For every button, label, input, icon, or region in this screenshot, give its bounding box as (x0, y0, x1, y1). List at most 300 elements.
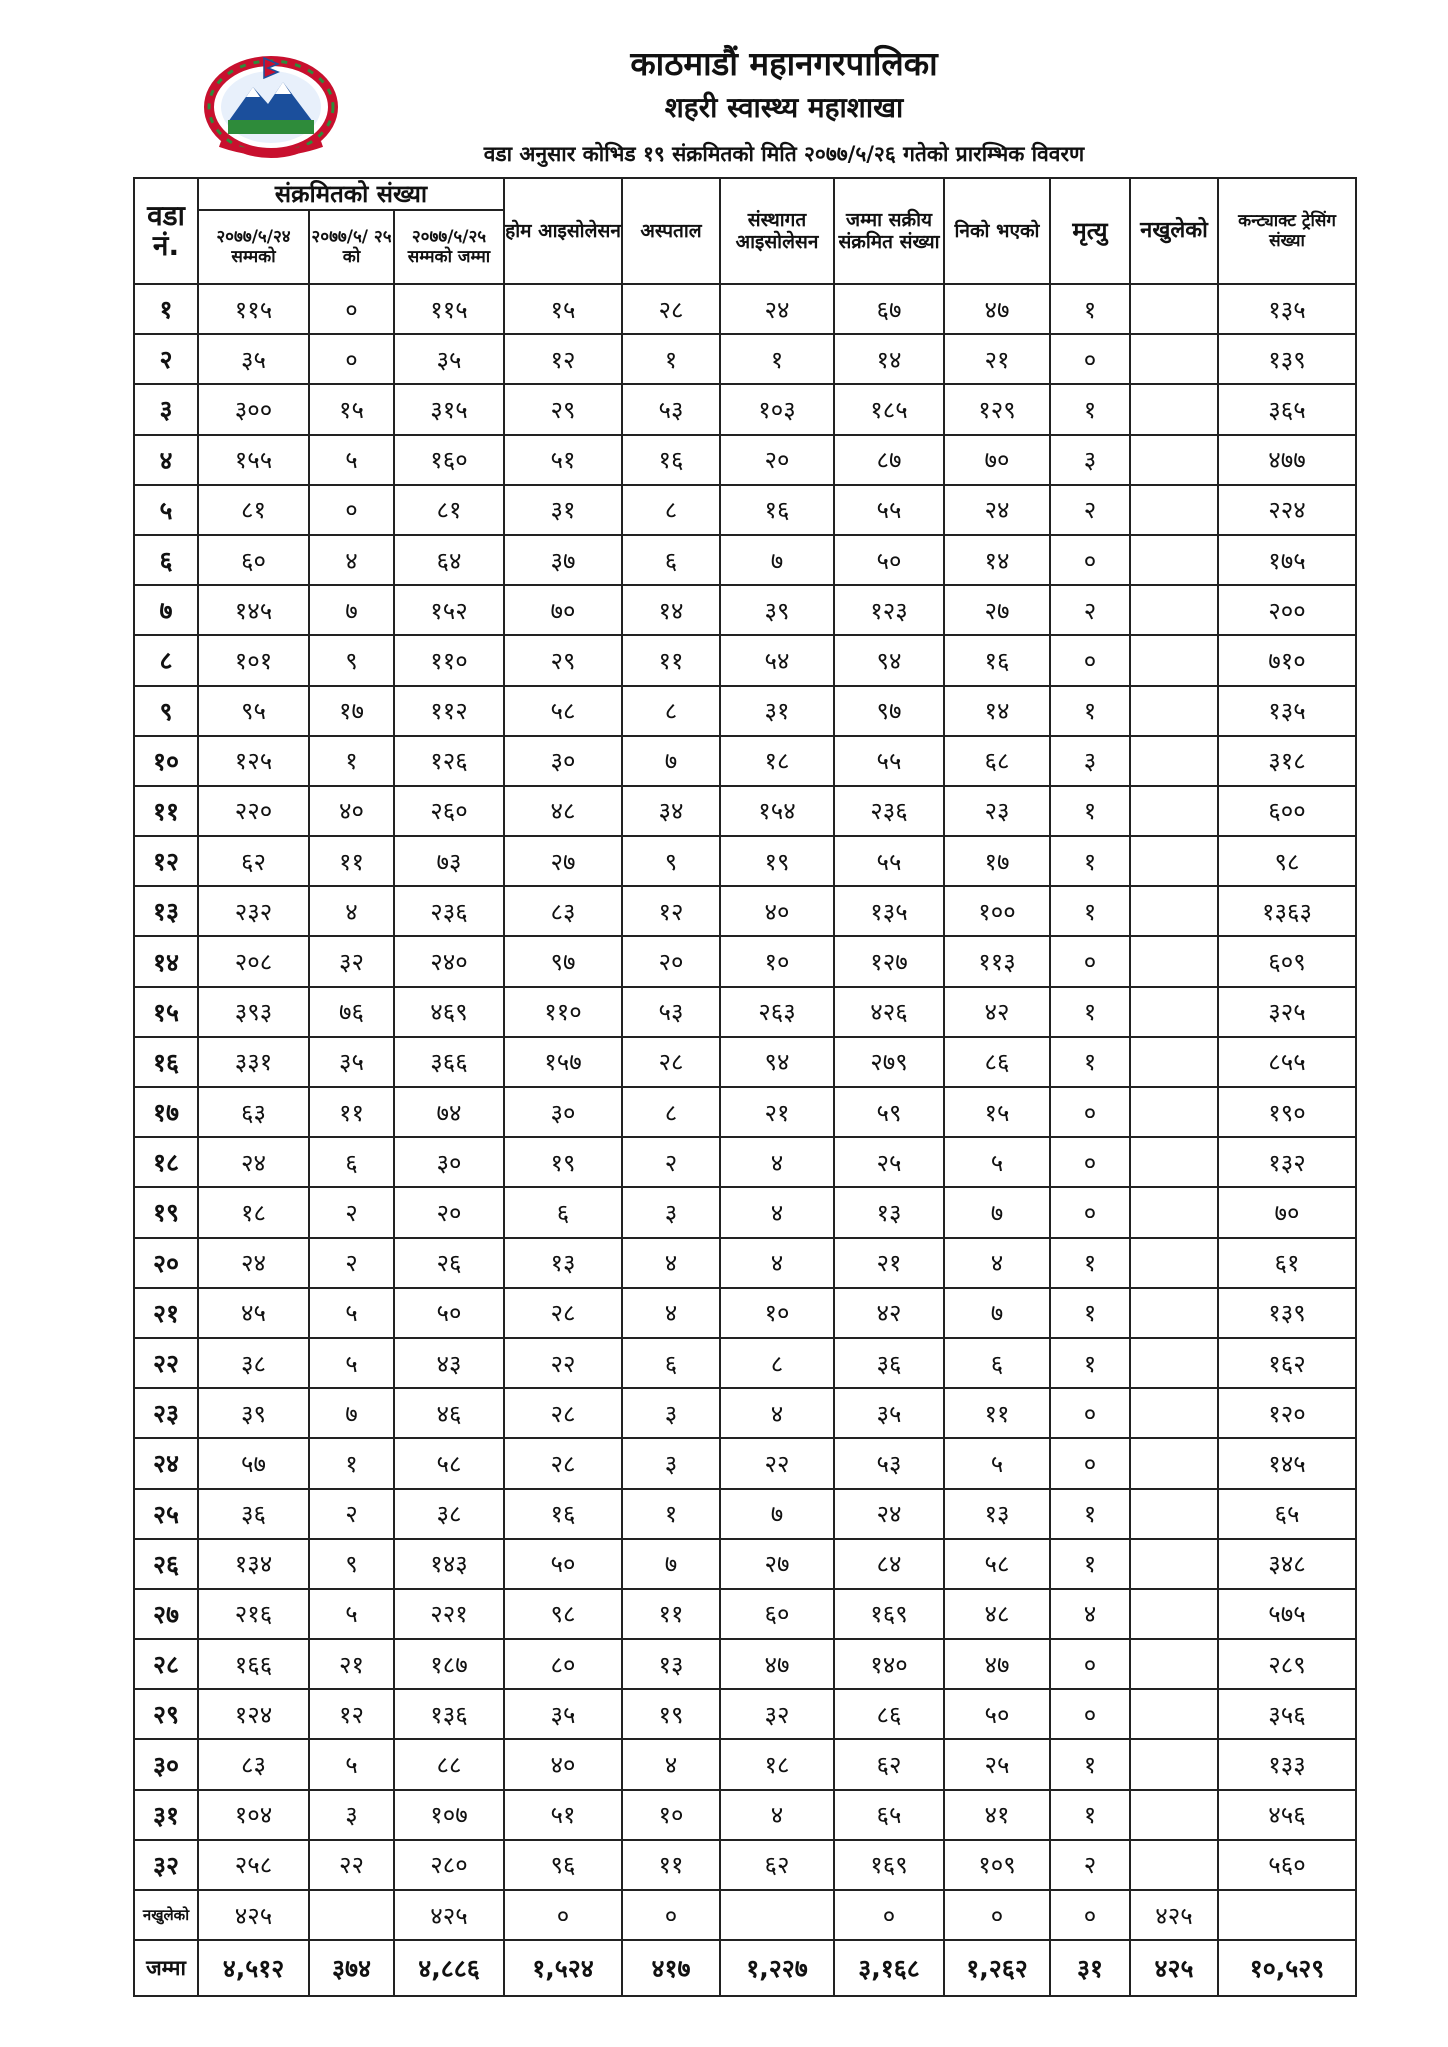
cell-until-24: १०४ (198, 1790, 309, 1840)
cell-on-25: १ (309, 1438, 394, 1488)
cell-contact-tracing: ६१ (1218, 1238, 1356, 1288)
cell-until-24: ८३ (198, 1739, 309, 1789)
cell-active-total: ३६ (834, 1338, 944, 1388)
cell-institutional-isolation: ४ (720, 1238, 834, 1288)
cell-unknown (1130, 736, 1218, 786)
cell-death: ० (1050, 1137, 1130, 1187)
cell-active-total: १३ (834, 1187, 944, 1237)
cell-total-until-25: ११२ (394, 686, 504, 736)
table-row (134, 886, 1356, 936)
total-ward: जम्मा (134, 1940, 198, 1996)
cell-home-isolation: ५१ (504, 435, 622, 485)
cell-death: ० (1050, 334, 1130, 384)
cell-death: १ (1050, 886, 1130, 936)
cell-unknown (1130, 1840, 1218, 1890)
cell-on-25: ५ (309, 1739, 394, 1789)
cell-hospital: ८ (622, 1087, 720, 1137)
cell-home-isolation: २८ (504, 1438, 622, 1488)
cell-recovered: १५ (944, 1087, 1050, 1137)
cell-active-total: ६७ (834, 284, 944, 334)
cell-death: ० (1050, 1087, 1130, 1137)
cell-total-until-25: १०७ (394, 1790, 504, 1840)
cell-active-total: ५९ (834, 1087, 944, 1137)
cell-hospital: २८ (622, 284, 720, 334)
table-row (134, 1037, 1356, 1087)
cell-recovered: १३ (944, 1489, 1050, 1539)
cell-ward: २० (134, 1238, 198, 1288)
cell-institutional-isolation: ६० (720, 1589, 834, 1639)
cell-institutional-isolation: ९४ (720, 1037, 834, 1087)
cell-recovered: ६८ (944, 736, 1050, 786)
cell-unknown (1130, 334, 1218, 384)
cell-contact-tracing: १४५ (1218, 1438, 1356, 1488)
cell-active-total: ५३ (834, 1438, 944, 1488)
table-row (134, 1087, 1356, 1137)
cell-death: ० (1050, 1187, 1130, 1237)
cell-home-isolation: ३७ (504, 535, 622, 585)
cell-until-24: ३३१ (198, 1037, 309, 1087)
cell-on-25: १५ (309, 384, 394, 434)
cell-total-until-25: २० (394, 1187, 504, 1237)
cell-recovered: ५ (944, 1438, 1050, 1488)
cell-hospital: ५३ (622, 384, 720, 434)
table-row (134, 1288, 1356, 1338)
table-row (134, 1840, 1356, 1890)
header-hospital: अस्पताल (622, 178, 720, 284)
cell-death: ४ (1050, 1589, 1130, 1639)
cell-until-24: ८१ (198, 485, 309, 535)
cell-institutional-isolation: ४ (720, 1388, 834, 1438)
cell-active-total: ६२ (834, 1739, 944, 1789)
total-contact-tracing: १०,५२९ (1218, 1940, 1356, 1996)
cell-home-isolation: ७० (504, 585, 622, 635)
cell-contact-tracing: ७१० (1218, 635, 1356, 685)
cell-home-isolation: १९ (504, 1137, 622, 1187)
cell-until-24: ३६ (198, 1489, 309, 1539)
cell-contact-tracing: ३५६ (1218, 1689, 1356, 1739)
cell-contact-tracing: ४७७ (1218, 435, 1356, 485)
cell-contact-tracing: १७५ (1218, 535, 1356, 585)
cell-recovered: २७ (944, 585, 1050, 635)
total-until-24: ४,५१२ (198, 1940, 309, 1996)
table-row (134, 1589, 1356, 1639)
cell-hospital: १२ (622, 886, 720, 936)
cell-ward: २६ (134, 1539, 198, 1589)
table-row (134, 1238, 1356, 1288)
cell-death: ० (1050, 535, 1130, 585)
cell-total-until-25: १२६ (394, 736, 504, 786)
cell-contact-tracing: १३६३ (1218, 886, 1356, 936)
cell-ward: १४ (134, 936, 198, 986)
cell-death: ० (1050, 1388, 1130, 1438)
cell-on-25: २ (309, 1489, 394, 1539)
cell-institutional-isolation: १६ (720, 485, 834, 535)
cell-home-isolation: ३५ (504, 1689, 622, 1739)
cell-home-isolation: १३ (504, 1238, 622, 1288)
cell-unknown (1130, 1087, 1218, 1137)
table-row (134, 635, 1356, 685)
cell-contact-tracing: २२४ (1218, 485, 1356, 535)
cell-until-24: ६२ (198, 836, 309, 886)
cell-recovered: ० (944, 1890, 1050, 1940)
cell-active-total: २७९ (834, 1037, 944, 1087)
cell-unknown (1130, 1388, 1218, 1438)
cell-hospital: १९ (622, 1689, 720, 1739)
cell-unknown (1130, 435, 1218, 485)
cell-recovered: ११ (944, 1388, 1050, 1438)
cell-contact-tracing: ८५५ (1218, 1037, 1356, 1087)
cell-death: ३ (1050, 435, 1130, 485)
cell-ward: २७ (134, 1589, 198, 1639)
cell-total-until-25: ३५ (394, 334, 504, 384)
cell-contact-tracing: १३५ (1218, 284, 1356, 334)
cell-total-until-25: ८१ (394, 485, 504, 535)
cell-ward: २२ (134, 1338, 198, 1388)
cell-institutional-isolation: ४ (720, 1187, 834, 1237)
cell-total-until-25: १४३ (394, 1539, 504, 1589)
cell-contact-tracing: ७० (1218, 1187, 1356, 1237)
cell-hospital: ७ (622, 736, 720, 786)
cell-institutional-isolation: २२ (720, 1438, 834, 1488)
table-row (134, 786, 1356, 836)
cell-contact-tracing: ९८ (1218, 836, 1356, 886)
office-name: काठमाडौं महानगरपालिका (630, 44, 938, 83)
cell-recovered: १०० (944, 886, 1050, 936)
cell-contact-tracing: १३५ (1218, 686, 1356, 736)
cell-unknown (1130, 1689, 1218, 1739)
header-unknown: नखुलेको (1130, 178, 1218, 284)
cell-total-until-25: ३० (394, 1137, 504, 1187)
cell-active-total: १२३ (834, 585, 944, 635)
cell-total-until-25: ४३ (394, 1338, 504, 1388)
cell-active-total: १८५ (834, 384, 944, 434)
header-ward: वडा नं. (134, 178, 198, 284)
cell-until-24: ९५ (198, 686, 309, 736)
cell-on-25: १७ (309, 686, 394, 736)
cell-institutional-isolation: २७ (720, 1539, 834, 1589)
cell-contact-tracing: १२० (1218, 1388, 1356, 1438)
cell-unknown (1130, 987, 1218, 1037)
cell-unknown (1130, 936, 1218, 986)
cell-ward: ५ (134, 485, 198, 535)
cell-institutional-isolation: ४७ (720, 1639, 834, 1689)
cell-ward: ३१ (134, 1790, 198, 1840)
cell-ward: १२ (134, 836, 198, 886)
cell-total-until-25: ३१५ (394, 384, 504, 434)
cell-institutional-isolation: ८ (720, 1338, 834, 1388)
cell-contact-tracing: ६५ (1218, 1489, 1356, 1539)
cell-active-total: २५ (834, 1137, 944, 1187)
header-recovered: निको भएको (944, 178, 1050, 284)
cell-ward: ३० (134, 1739, 198, 1789)
cell-unknown (1130, 384, 1218, 434)
cell-on-25: ९ (309, 635, 394, 685)
cell-death: १ (1050, 1489, 1130, 1539)
cell-total-until-25: ४६९ (394, 987, 504, 1037)
cell-contact-tracing: ४५६ (1218, 1790, 1356, 1840)
cell-unknown (1130, 485, 1218, 535)
cell-institutional-isolation: ३९ (720, 585, 834, 635)
cell-until-24: ३५ (198, 334, 309, 384)
cell-ward: ९ (134, 686, 198, 736)
cell-until-24: ४२५ (198, 1890, 309, 1940)
cell-unknown (1130, 284, 1218, 334)
cell-active-total: ८७ (834, 435, 944, 485)
table-row (134, 686, 1356, 736)
cell-institutional-isolation: २० (720, 435, 834, 485)
cell-on-25: २ (309, 1187, 394, 1237)
header-infected-group: संक्रमितको संख्या (198, 178, 504, 210)
cell-active-total: १२७ (834, 936, 944, 986)
table-row (134, 836, 1356, 886)
cell-until-24: १०१ (198, 635, 309, 685)
header-total-until-25: २०७७/५/२५ सम्मको जम्मा (394, 210, 504, 284)
table-row (134, 1137, 1356, 1187)
cell-recovered: ७ (944, 1187, 1050, 1237)
cell-institutional-isolation: १ (720, 334, 834, 384)
cell-until-24: ३९ (198, 1388, 309, 1438)
cell-ward: ७ (134, 585, 198, 635)
cell-unknown (1130, 1790, 1218, 1840)
cell-unknown (1130, 585, 1218, 635)
cell-until-24: २४ (198, 1238, 309, 1288)
cell-hospital: २८ (622, 1037, 720, 1087)
cell-total-until-25: २२१ (394, 1589, 504, 1639)
cell-recovered: ७ (944, 1288, 1050, 1338)
cell-recovered: २५ (944, 1739, 1050, 1789)
cell-total-until-25: २६ (394, 1238, 504, 1288)
table-row (134, 435, 1356, 485)
cell-contact-tracing: २८९ (1218, 1639, 1356, 1689)
cell-on-25: ९ (309, 1539, 394, 1589)
cell-active-total: १३५ (834, 886, 944, 936)
table-row (134, 334, 1356, 384)
cell-total-until-25: १३६ (394, 1689, 504, 1739)
cell-home-isolation: ५१ (504, 1790, 622, 1840)
cell-on-25: २१ (309, 1639, 394, 1689)
cell-unknown (1130, 635, 1218, 685)
cell-unknown (1130, 686, 1218, 736)
cell-death: १ (1050, 284, 1130, 334)
cell-hospital: ५३ (622, 987, 720, 1037)
cell-hospital: ३ (622, 1438, 720, 1488)
cell-institutional-isolation: ७ (720, 1489, 834, 1539)
cell-hospital: ४ (622, 1238, 720, 1288)
cell-recovered: ४२ (944, 987, 1050, 1037)
cell-unknown (1130, 535, 1218, 585)
cell-contact-tracing: १६२ (1218, 1338, 1356, 1388)
cell-ward: १ (134, 284, 198, 334)
cell-death: १ (1050, 786, 1130, 836)
table-row (134, 1890, 1356, 1940)
cell-hospital: १ (622, 334, 720, 384)
total-unknown: ४२५ (1130, 1940, 1218, 1996)
cell-recovered: २३ (944, 786, 1050, 836)
cell-hospital: ३ (622, 1187, 720, 1237)
header-contact-tracing: कन्ट्याक्ट ट्रेसिंग संख्या (1218, 178, 1356, 284)
cell-home-isolation: ५० (504, 1539, 622, 1589)
cell-recovered: ४८ (944, 1589, 1050, 1639)
cell-home-isolation: ६ (504, 1187, 622, 1237)
header-until-24: २०७७/५/२४ सम्मको (198, 210, 309, 284)
cell-recovered: ४७ (944, 284, 1050, 334)
cell-home-isolation: १६ (504, 1489, 622, 1539)
cell-on-25 (309, 1890, 394, 1940)
cell-until-24: १८ (198, 1187, 309, 1237)
cell-death: १ (1050, 1338, 1130, 1388)
cell-home-isolation: ८० (504, 1639, 622, 1689)
cell-until-24: २१६ (198, 1589, 309, 1639)
cell-hospital: ३ (622, 1388, 720, 1438)
cell-total-until-25: ६४ (394, 535, 504, 585)
table-row (134, 1689, 1356, 1739)
cell-institutional-isolation: २६३ (720, 987, 834, 1037)
cell-on-25: ० (309, 284, 394, 334)
cell-ward: २१ (134, 1288, 198, 1338)
cell-home-isolation: ३० (504, 736, 622, 786)
total-recovered: १,२६२ (944, 1940, 1050, 1996)
table-row (134, 1489, 1356, 1539)
table-row (134, 535, 1356, 585)
cell-active-total: ४२६ (834, 987, 944, 1037)
cell-active-total: ६५ (834, 1790, 944, 1840)
table-row (134, 1438, 1356, 1488)
cell-unknown (1130, 886, 1218, 936)
cell-home-isolation: १२ (504, 334, 622, 384)
report-title: वडा अनुसार कोभिड १९ संक्रमितको मिति २०७७/५/२६ गतेको प्रारम्भिक विवरण (483, 142, 1085, 166)
cell-until-24: १२४ (198, 1689, 309, 1739)
cell-institutional-isolation: ४० (720, 886, 834, 936)
cell-ward: ३२ (134, 1840, 198, 1890)
cell-home-isolation: २९ (504, 384, 622, 434)
cell-hospital: ८ (622, 686, 720, 736)
cell-home-isolation: ३१ (504, 485, 622, 535)
cell-ward: १६ (134, 1037, 198, 1087)
cell-ward: २ (134, 334, 198, 384)
total-hospital: ४१७ (622, 1940, 720, 1996)
cell-total-until-25: ७३ (394, 836, 504, 886)
cell-unknown (1130, 1639, 1218, 1689)
cell-death: ० (1050, 1639, 1130, 1689)
cell-unknown (1130, 1489, 1218, 1539)
cell-ward: २४ (134, 1438, 198, 1488)
cell-on-25: ० (309, 485, 394, 535)
cell-home-isolation: २८ (504, 1388, 622, 1438)
cell-on-25: ११ (309, 836, 394, 886)
cell-hospital: ८ (622, 485, 720, 535)
table-row (134, 1539, 1356, 1589)
cell-until-24: ३८ (198, 1338, 309, 1388)
cell-on-25: १२ (309, 1689, 394, 1739)
cell-on-25: ५ (309, 1338, 394, 1388)
cell-until-24: १४५ (198, 585, 309, 635)
cell-ward: १३ (134, 886, 198, 936)
cell-active-total: २४ (834, 1489, 944, 1539)
cell-until-24: ४५ (198, 1288, 309, 1338)
cell-total-until-25: ४२५ (394, 1890, 504, 1940)
table-row (134, 1639, 1356, 1689)
cell-unknown (1130, 836, 1218, 886)
cell-on-25: ३ (309, 1790, 394, 1840)
cell-death: १ (1050, 1238, 1130, 1288)
cell-home-isolation: ४८ (504, 786, 622, 836)
cell-total-until-25: ११० (394, 635, 504, 685)
cell-recovered: १२९ (944, 384, 1050, 434)
cell-recovered: ६ (944, 1338, 1050, 1388)
cell-active-total: ५५ (834, 736, 944, 786)
cell-recovered: ५८ (944, 1539, 1050, 1589)
cell-active-total: ४२ (834, 1288, 944, 1338)
cell-hospital: १४ (622, 585, 720, 635)
cell-until-24: २२० (198, 786, 309, 836)
cell-recovered: १४ (944, 686, 1050, 736)
cell-home-isolation: १५७ (504, 1037, 622, 1087)
cell-total-until-25: १५२ (394, 585, 504, 635)
covid-ward-table (133, 177, 1357, 1997)
cell-total-until-25: १६० (394, 435, 504, 485)
cell-ward: १८ (134, 1137, 198, 1187)
cell-total-until-25: ७४ (394, 1087, 504, 1137)
cell-active-total: ८४ (834, 1539, 944, 1589)
cell-recovered: ५ (944, 1137, 1050, 1187)
cell-total-until-25: २८० (394, 1840, 504, 1890)
cell-contact-tracing: १३२ (1218, 1137, 1356, 1187)
cell-home-isolation: ५८ (504, 686, 622, 736)
cell-total-until-25: ५० (394, 1288, 504, 1338)
total-death: ३१ (1050, 1940, 1130, 1996)
cell-on-25: ४ (309, 886, 394, 936)
cell-on-25: ७ (309, 585, 394, 635)
cell-recovered: ४७ (944, 1639, 1050, 1689)
cell-active-total: २१ (834, 1238, 944, 1288)
cell-home-isolation: ४० (504, 1739, 622, 1789)
cell-institutional-isolation: ४ (720, 1137, 834, 1187)
cell-ward: १० (134, 736, 198, 786)
table-row (134, 1338, 1356, 1388)
cell-death: ० (1050, 1890, 1130, 1940)
cell-total-until-25: २३६ (394, 886, 504, 936)
cell-total-until-25: २६० (394, 786, 504, 836)
cell-on-25: ४ (309, 535, 394, 585)
cell-death: २ (1050, 585, 1130, 635)
cell-death: २ (1050, 1840, 1130, 1890)
cell-institutional-isolation: २१ (720, 1087, 834, 1137)
cell-recovered: १६ (944, 635, 1050, 685)
cell-active-total: ० (834, 1890, 944, 1940)
cell-hospital: ९ (622, 836, 720, 886)
cell-home-isolation: २२ (504, 1338, 622, 1388)
cell-unknown (1130, 1037, 1218, 1087)
cell-contact-tracing: ५६० (1218, 1840, 1356, 1890)
cell-ward: २८ (134, 1639, 198, 1689)
cell-until-24: २४ (198, 1137, 309, 1187)
cell-unknown (1130, 1739, 1218, 1789)
cell-ward: २९ (134, 1689, 198, 1739)
cell-contact-tracing: १३३ (1218, 1739, 1356, 1789)
cell-ward: १९ (134, 1187, 198, 1237)
cell-active-total: १४० (834, 1639, 944, 1689)
cell-death: ० (1050, 635, 1130, 685)
cell-ward: ८ (134, 635, 198, 685)
table-row (134, 936, 1356, 986)
cell-hospital: १ (622, 1489, 720, 1539)
cell-total-until-25: ८८ (394, 1739, 504, 1789)
cell-death: १ (1050, 836, 1130, 886)
cell-ward: ३ (134, 384, 198, 434)
cell-hospital: ७ (622, 1539, 720, 1589)
cell-on-25: ६ (309, 1137, 394, 1187)
cell-total-until-25: ३८ (394, 1489, 504, 1539)
